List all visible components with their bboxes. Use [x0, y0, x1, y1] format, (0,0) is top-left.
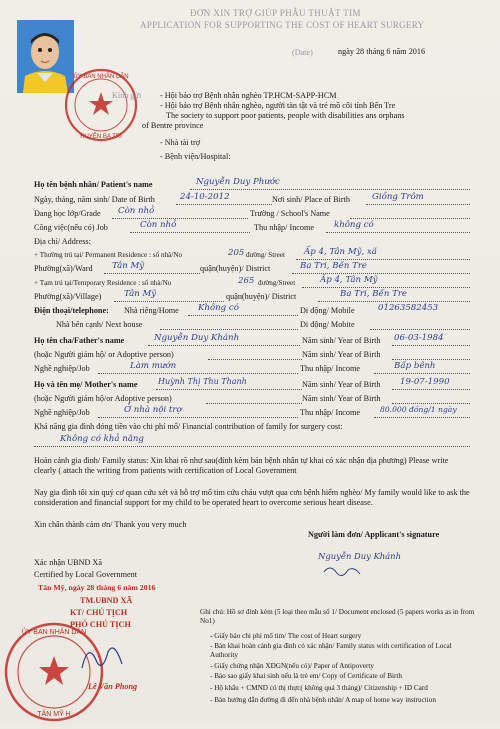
- district2-label: quận(huyện)/ District: [226, 292, 297, 301]
- certify-label-en: Certified by Local Government: [34, 570, 137, 579]
- note-item: - Giấy báo chi phí mổ tim/ The cost of Heart surgery: [210, 632, 362, 640]
- father-job-label: Nghề nghiệp/Job: [34, 364, 90, 373]
- phone-home-label: Nhà riêng/Home: [124, 306, 179, 315]
- village-label: Phường(xã)/Village): [34, 292, 102, 301]
- patient-name-value: Nguyễn Duy Phước: [196, 177, 280, 187]
- district-label: quận(huyện)/ District: [200, 264, 271, 273]
- temp-no: 265: [238, 276, 255, 286]
- mother-dob-label: Năm sinh/ Year of Birth: [302, 380, 381, 389]
- village-value: Tân Mỹ: [124, 289, 157, 299]
- ward-value: Tân Mỹ: [112, 261, 145, 271]
- patient-pob-value: Giồng Trôm: [372, 192, 424, 202]
- addressee-6: - Bệnh viện/Hospital:: [160, 152, 231, 161]
- contribution-label: Khả năng gia đình đóng tiền vào chi phí mổ/ Financial contribution of family for surgery cost:: [34, 422, 343, 431]
- certify-role1: KT/ CHỦ TỊCH: [70, 608, 128, 617]
- patient-grade-value: Còn nhỏ: [118, 206, 155, 216]
- father-income-value: Bấp bênh: [394, 361, 436, 371]
- patient-job-value: Còn nhỏ: [140, 220, 177, 230]
- addressee-1: - Hội bảo trợ Bệnh nhân nghèo TP.HCM-SAPP-HCM: [160, 91, 337, 100]
- certify-label: Xác nhận UBND Xã: [34, 558, 102, 567]
- district-value: Ba Tri, Bến Tre: [300, 261, 368, 271]
- bottom-seal-top-text: ỦY BAN NHÂN DÂN: [21, 629, 87, 636]
- phone-mobile-value: 01263582453: [378, 303, 439, 313]
- perm-street: Ấp 4, Tân Mỹ, xã: [304, 247, 377, 257]
- father-job-value: Làm mướn: [130, 361, 177, 371]
- patient-income-value: không có: [334, 220, 374, 230]
- mother-income-label: Thu nhập/ Income: [300, 408, 361, 417]
- mother-guardian-dob-label: Năm sinh/ Year of Birth: [302, 394, 381, 403]
- perm-no: 205: [228, 248, 245, 258]
- note-item: - Bảo sao giấy khai sinh nếu là trẻ em/ Copy of Certificate of Birth: [210, 672, 403, 680]
- date-label: (Date): [292, 48, 313, 57]
- contribution-value: Không có khả năng: [60, 434, 144, 444]
- district2-value: Ba Tri, Bến Tre: [340, 289, 408, 299]
- neighbor-mobile-label: Di động/ Mobite: [300, 320, 355, 329]
- addressee-3: The society to support poor patients, people with disabilities ans orphans: [166, 111, 405, 120]
- applicant-signature-label: Người làm đơn/ Applicant's signature: [308, 530, 440, 539]
- official-signature-scribble: [78, 638, 128, 683]
- mother-income-value: 80.000 đồng/1 ngày: [380, 405, 457, 414]
- title-en: APPLICATION FOR SUPPORTING THE COST OF HEART SURGERY: [140, 20, 425, 30]
- addressee-2: - Hội bảo trợ Bệnh nhân nghèo, người tàn tật và trẻ mồ côi tỉnh Bến Tre: [160, 101, 396, 110]
- note-item: - Bản hướng dẫn đường đi đến nhà bệnh nhân/ A map of home way instruction: [210, 696, 436, 704]
- certify-place-date: Tân Mỹ, ngày 28 tháng 6 năm 2016: [38, 583, 156, 592]
- perm-street-label: đường/ Street: [246, 251, 286, 259]
- certify-org: TM.UBND XÃ: [80, 596, 133, 605]
- neighbor-label: Nhà bên cạnh/ Next house: [56, 320, 143, 329]
- addressee-4: of Bentre province: [142, 121, 204, 130]
- address-label: Địa chỉ/ Address:: [34, 237, 91, 246]
- mother-job-label: Nghề nghiệp/Job: [34, 408, 90, 417]
- phone-home-value: Không có: [198, 303, 239, 313]
- temp-label: + Tạm trú tại/Temporary Residence : số nhà/No: [34, 279, 172, 287]
- mother-job-value: Ở nhà nội trợ: [124, 405, 182, 415]
- mother-guardian-label: (hoặc Người giám hộ/or Adoptive person): [34, 394, 172, 403]
- father-guardian-dob-label: Năm sinh/ Year of Birth: [302, 350, 381, 359]
- applicant-name: Nguyễn Duy Khánh: [318, 551, 401, 561]
- notes-title: Ghi chú: Hồ sơ đính kèm (5 loại theo mẫu số 1/ Document enclosed (5 papers works as in from No1): [200, 608, 475, 625]
- temp-street-label: đường/Street: [258, 279, 296, 287]
- patient-name-label: Họ tên bệnh nhân/ Patient's name: [34, 180, 153, 189]
- top-seal: [62, 66, 140, 144]
- father-name-value: Nguyễn Duy Khánh: [154, 333, 240, 343]
- perm-label: + Thường trú tại/ Permanent Residence : số nhà/No: [34, 251, 183, 259]
- bottom-seal-bottom-text: TÂN MỸ H: [37, 711, 71, 718]
- patient-income-label: Thu nhập/ Income: [254, 223, 315, 232]
- mother-name-value: Huỳnh Thị Thu Thanh: [158, 377, 247, 386]
- request-text: Nay gia đình tôi xin quý cơ quan cứu xét và hỗ trợ mổ tim cứu cháu vượt qua cơn bệnh hiểm nghèo/ My family would like to ask the consideration and financial support for my child to be operated heart to overcome serious heart disease.: [34, 488, 470, 507]
- phone-mobile-label: Di động/ Mobile: [300, 306, 355, 315]
- date-text: ngày 28 tháng 6 năm 2016: [338, 47, 426, 56]
- title-vi: ĐƠN XIN TRỢ GIÚP PHẪU THUẬT TIM: [190, 8, 361, 18]
- mother-name-label: Họ và tên mẹ/ Mother's name: [34, 380, 138, 389]
- father-dob-label: Năm sinh/ Year of Birth: [302, 336, 381, 345]
- certify-signer: Lê Văn Phong: [88, 682, 138, 691]
- note-item: - Hộ khẩu + CMND có thị thực( không quá 3 tháng)/ Citizenship + ID Card: [210, 684, 428, 692]
- patient-job-label: Công việc(nếu có) Job: [34, 223, 108, 232]
- patient-school-label: Trường / School's Name: [250, 209, 330, 218]
- patient-pob-label: Nơi sinh/ Place of Birth: [272, 195, 351, 204]
- applicant-signature-scribble: [322, 562, 362, 585]
- family-status-text: Hoàn cảnh gia đình/ Family status: Xin khai rõ như sau(đính kèm bản bệnh nhân tự khai có xác nhận địa phương) Please write clearly ( attach the writing from patients with certification of Local Government: [34, 456, 449, 475]
- top-seal-text: ỦY BAN NHÂN DÂN: [73, 74, 129, 80]
- patient-dob-label: Ngày, tháng, năm sinh/ Date of Birth: [34, 195, 155, 204]
- ward-label: Phường(xã)/Ward: [34, 264, 93, 273]
- mother-dob-value: 19-07-1990: [400, 377, 450, 387]
- father-name-label: Họ tên cha/Father's name: [34, 336, 125, 345]
- note-item: - Giấy chứng nhận XĐGN(nếu có)/ Paper of Antipoverty: [210, 662, 374, 670]
- father-dob-value: 06-03-1984: [394, 333, 444, 343]
- father-guardian-label: (hoặc Người giám hộ/ or Adoptive person): [34, 350, 174, 359]
- addressee-5: - Nhà tài trợ: [160, 138, 201, 147]
- father-income-label: Thu nhập/ Income: [300, 364, 361, 373]
- phone-label: Điện thoại/telephone:: [34, 306, 109, 315]
- patient-grade-label: Đang học lớp/Grade: [34, 209, 101, 218]
- kinh-gui: Kính gửi: [112, 91, 142, 100]
- certify-role2: PHÓ CHỦ TỊCH: [70, 620, 131, 629]
- note-item: - Bản khai hoàn cảnh gia đình có xác nhận/ Family status with certification of Local Authority: [210, 642, 452, 659]
- patient-dob-value: 24-10-2012: [180, 192, 230, 202]
- thanks-text: Xin chân thành cảm ơn/ Thank you very much: [34, 520, 187, 529]
- temp-street: Ấp 4, Tân Mỹ: [320, 275, 378, 285]
- top-seal-bottom-text: HUYỆN BA TRI: [80, 134, 122, 140]
